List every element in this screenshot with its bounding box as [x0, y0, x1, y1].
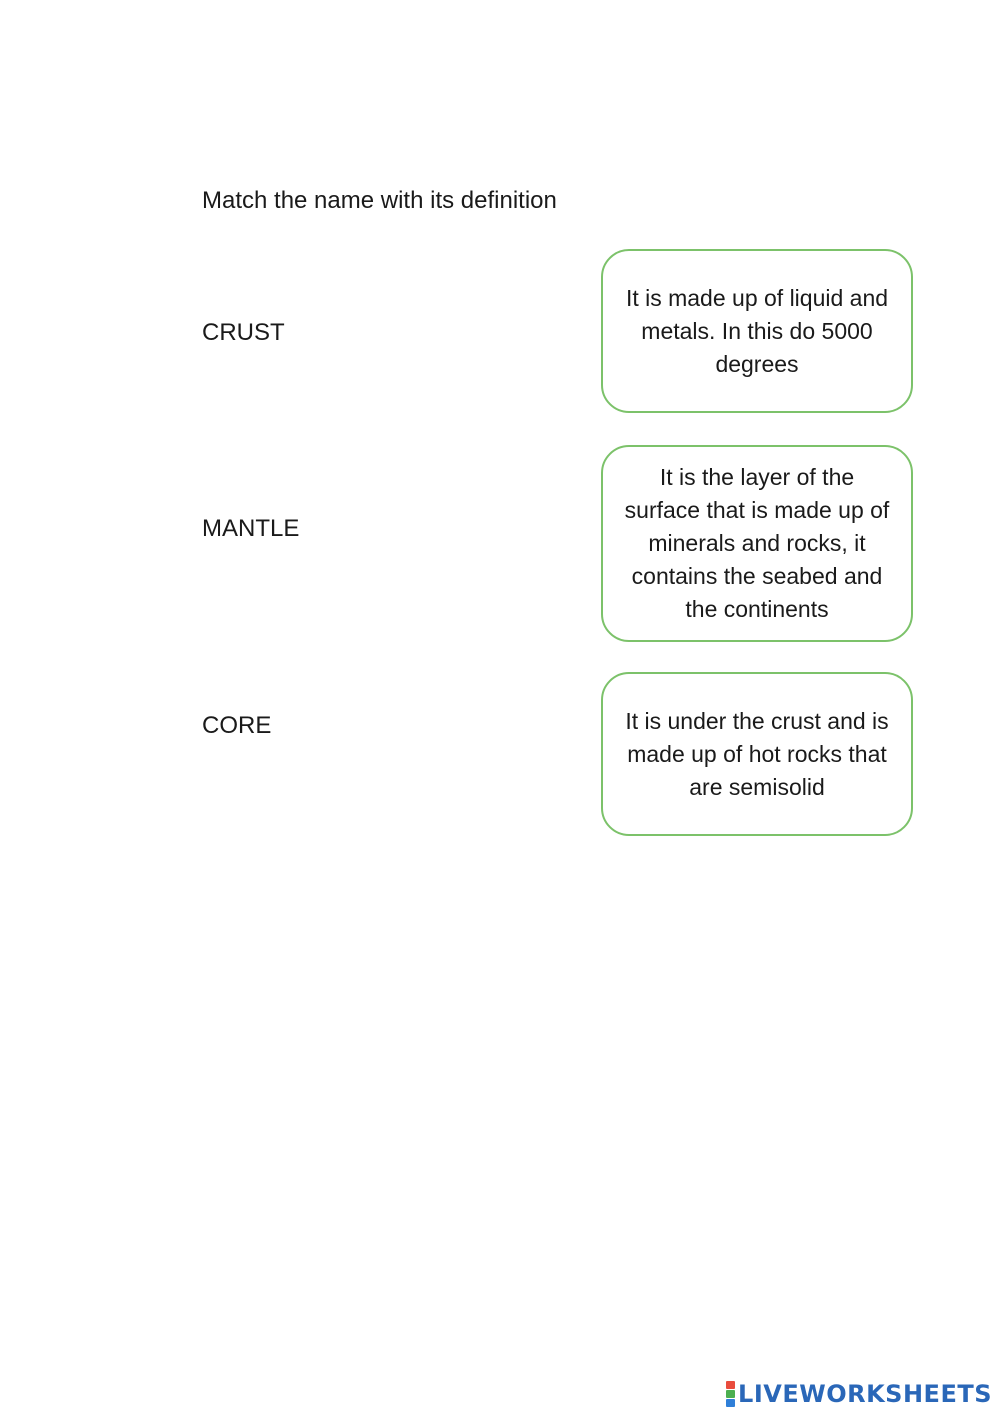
definition-box-3[interactable] [601, 672, 913, 836]
definition-text-1: It is made up of liquid and metals. In this do 5000 degrees [625, 284, 889, 377]
brand-text: LIVEWORKSHEETS [738, 1380, 992, 1408]
liveworksheets-logo-icon [726, 1381, 735, 1407]
definition-text-2: It is the layer of the surface that is made up of minerals and rocks, it contains the seabed and the continents [624, 464, 890, 622]
term-mantle[interactable]: MANTLE [202, 515, 300, 542]
definition-text-3: It is under the crust and is made up of hot rocks that are semisolid [625, 707, 889, 800]
definition-box-2[interactable] [601, 445, 913, 642]
term-crust[interactable]: CRUST [202, 319, 285, 346]
term-core[interactable]: CORE [202, 712, 272, 739]
liveworksheets-brand [726, 1381, 992, 1407]
definition-box-1[interactable] [601, 249, 913, 413]
instructions-text: Match the name with its definition [202, 187, 557, 214]
